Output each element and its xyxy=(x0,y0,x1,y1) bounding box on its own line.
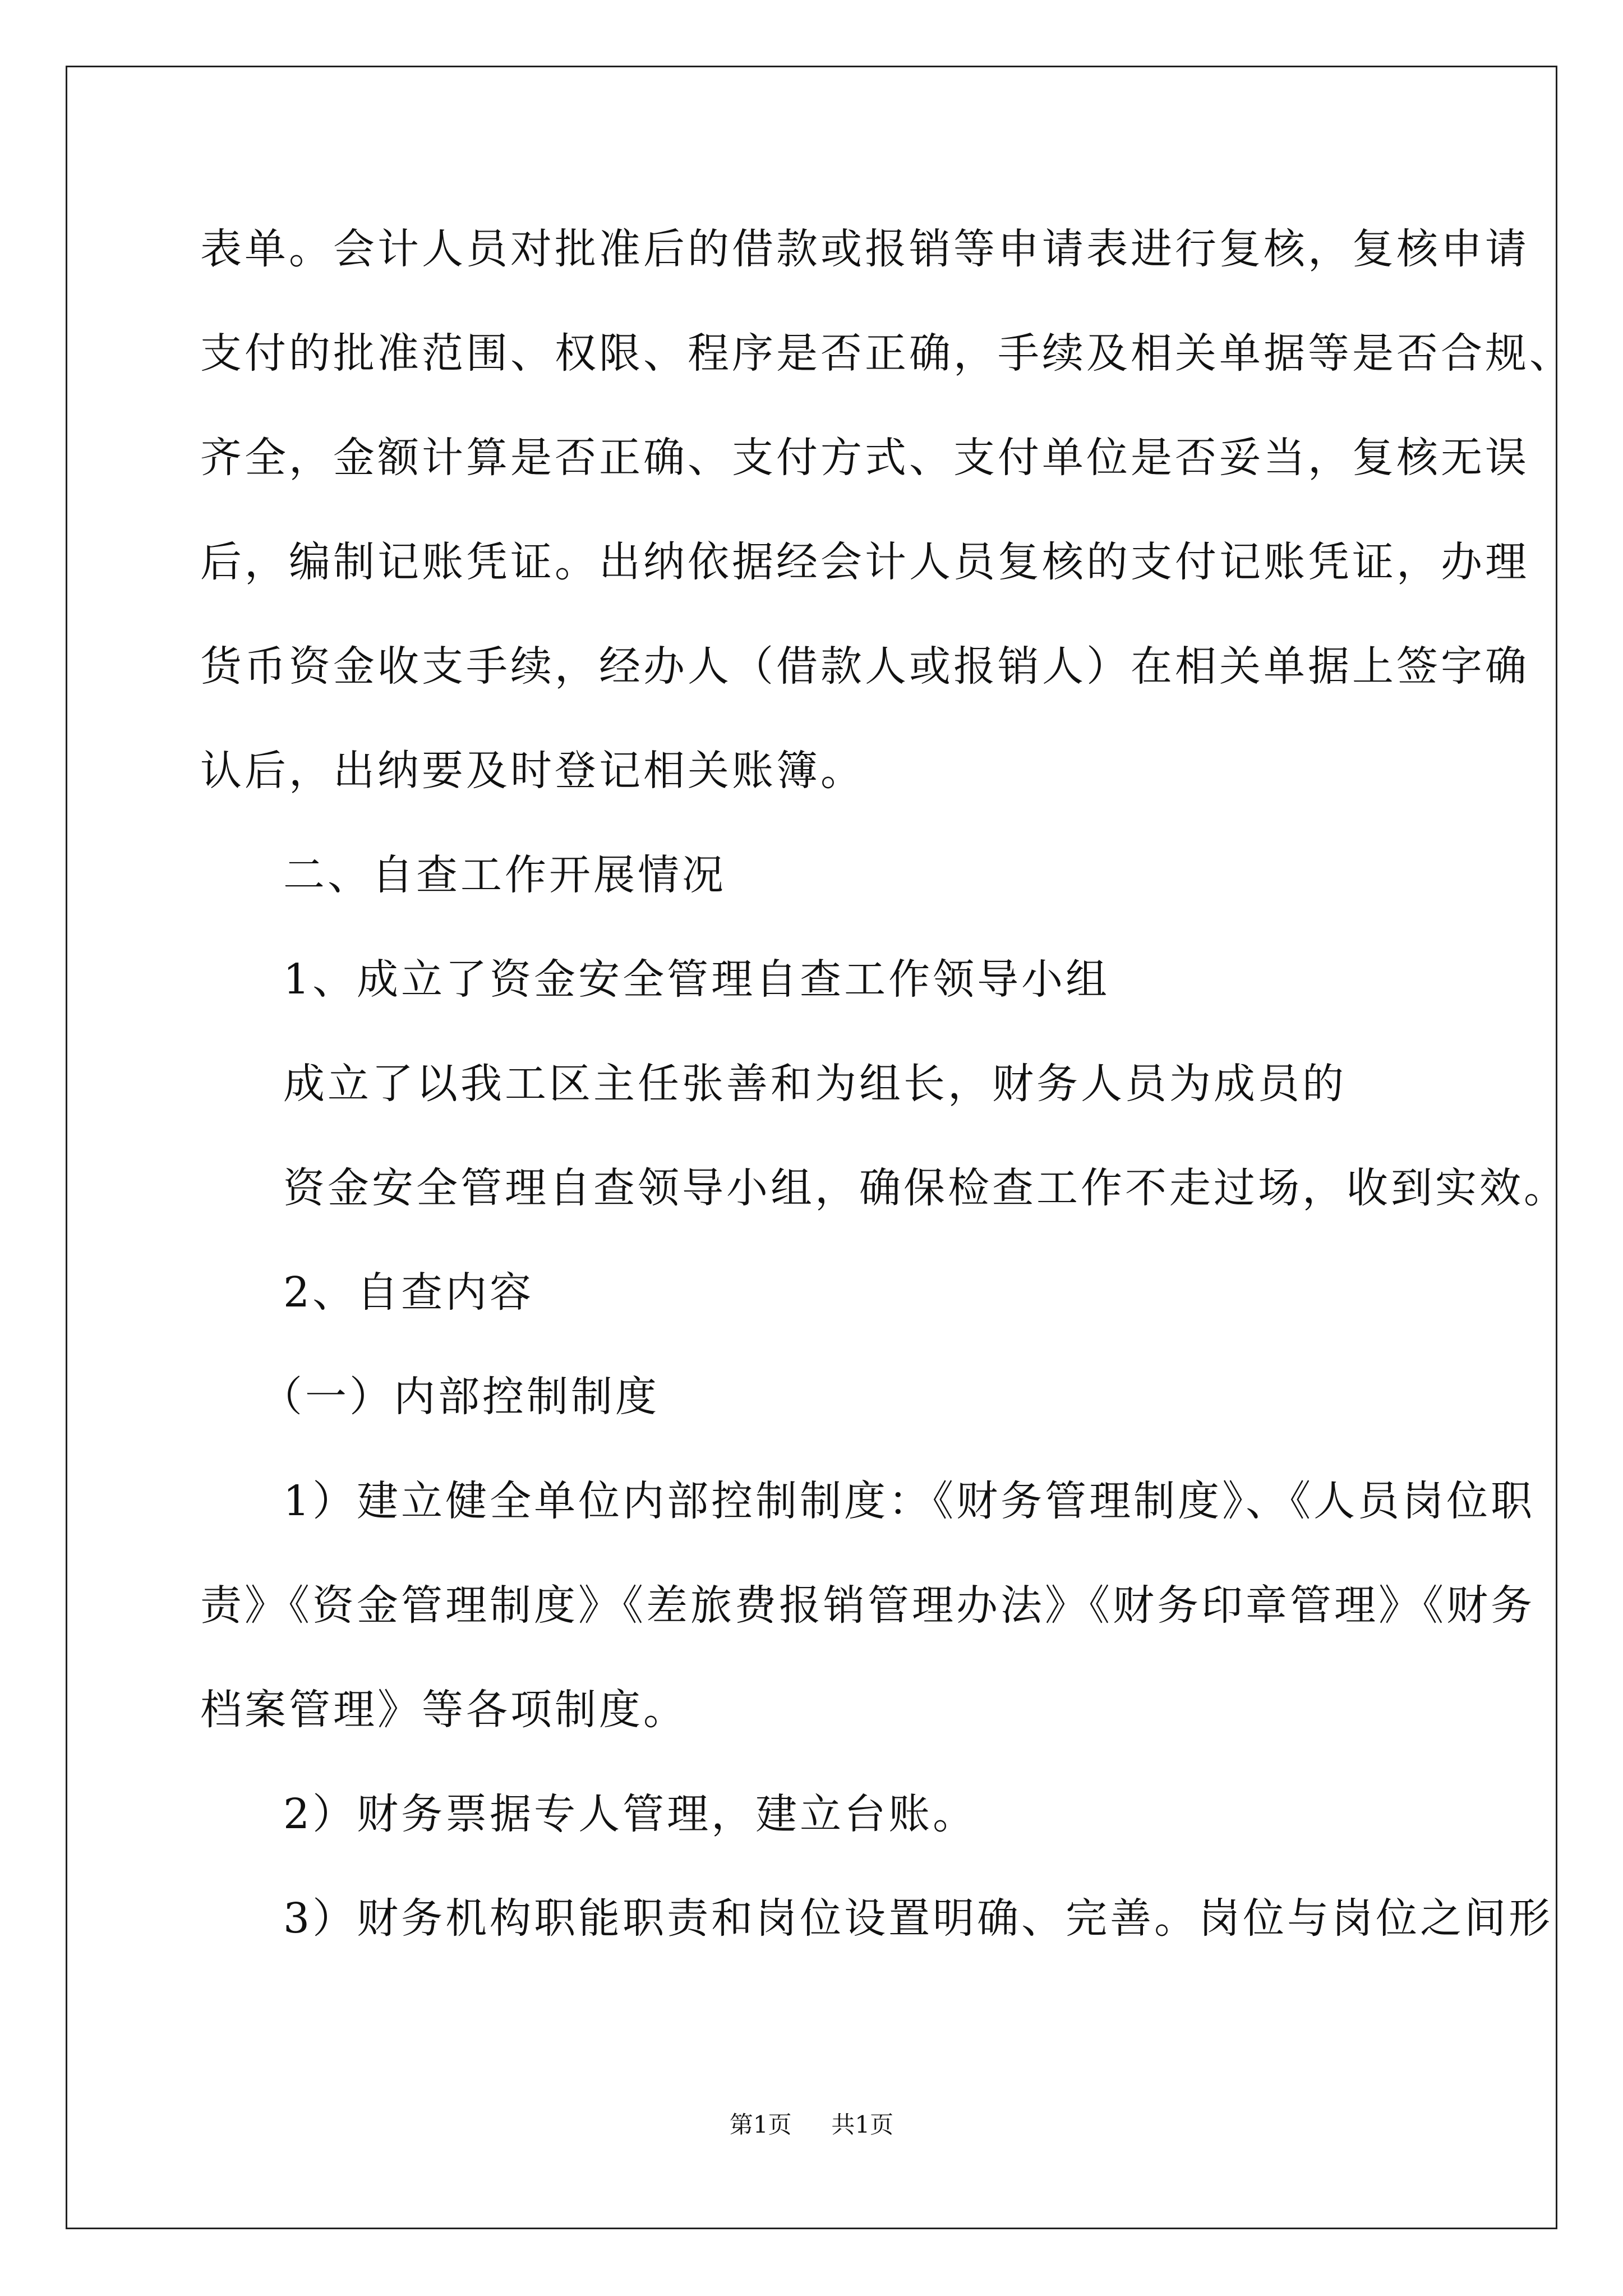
text-line-14: 责》《资金管理制度》《差旅费报销管理办法》《财务印章管理》《财务 xyxy=(200,1581,1535,1630)
text-line-6: 认后，出纳要及时登记相关账簿。 xyxy=(200,747,865,795)
section-heading-2: 二、自查工作开展情况 xyxy=(283,851,726,899)
text-line-3: 齐全，金额计算是否正确、支付方式、支付单位是否妥当，复核无误 xyxy=(200,434,1529,482)
text-line-16: 2）财务票据专人管理，建立台账。 xyxy=(283,1790,978,1838)
text-line-13: 1）建立健全单位内部控制制度：《财务管理制度》、《人员岗位职 xyxy=(283,1477,1536,1525)
text-line-1: 表单。会计人员对批准后的借款或报销等申请表进行复核，复核申请 xyxy=(200,225,1529,273)
subheading-self-check-content: 2、自查内容 xyxy=(283,1268,534,1317)
text-line-9: 成立了以我工区主任张善和为组长，财务人员为成员的 xyxy=(283,1060,1347,1108)
page-footer xyxy=(0,2108,1623,2142)
text-line-17: 3）财务机构职能职责和岗位设置明确、完善。岗位与岗位之间形 xyxy=(283,1894,1553,1943)
text-line-2: 支付的批准范围、权限、程序是否正确，手续及相关单据等是否合规、 xyxy=(200,329,1574,378)
text-line-5: 货币资金收支手续，经办人（借款人或报销人）在相关单据上签字确 xyxy=(200,642,1529,691)
page-number: 第1页 xyxy=(729,2111,792,2138)
text-line-15: 档案管理》等各项制度。 xyxy=(200,1686,688,1734)
page-total: 共1页 xyxy=(831,2111,894,2138)
subheading-leadership-group: 1、成立了资金安全管理自查工作领导小组 xyxy=(283,955,1110,1004)
text-line-4: 后，编制记账凭证。出纳依据经会计人员复核的支付记账凭证，办理 xyxy=(200,538,1529,586)
text-line-10: 资金安全管理自查领导小组，确保检查工作不走过场，收到实效。 xyxy=(283,1164,1568,1212)
subheading-internal-control: （一）内部控制制度 xyxy=(261,1373,660,1421)
